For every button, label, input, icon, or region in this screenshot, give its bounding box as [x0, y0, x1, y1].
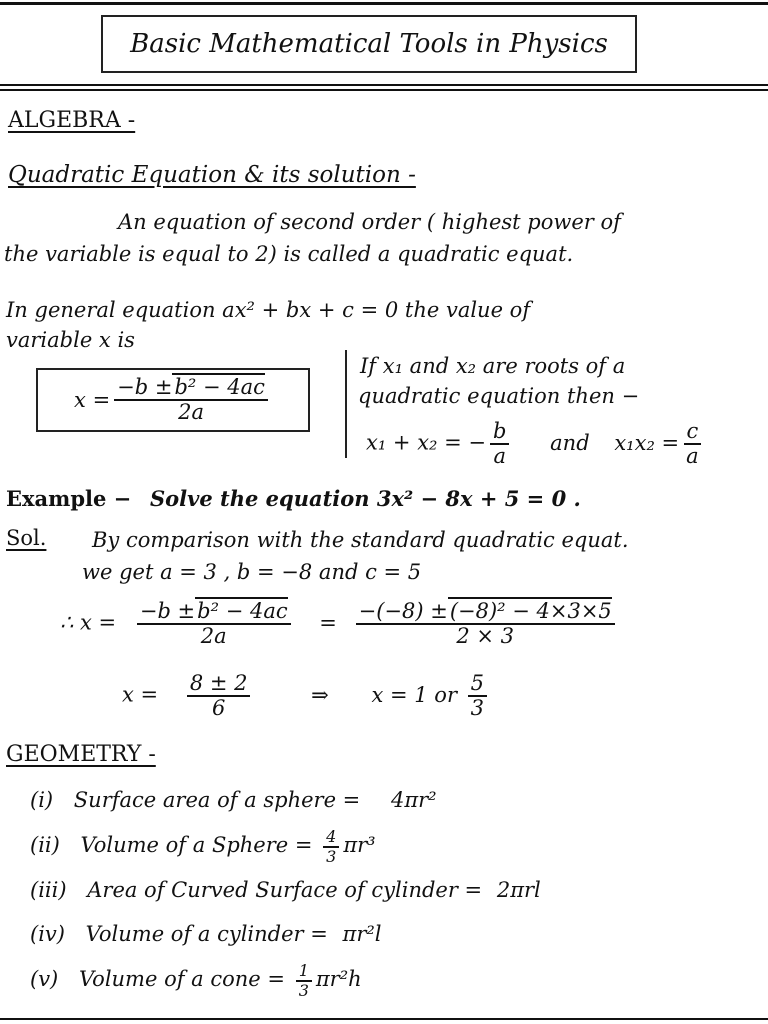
step1-num-sqrt: b² − 4ac — [197, 599, 288, 623]
solution-label: Sol. — [6, 526, 47, 550]
step2-num: 8 ± 2 — [187, 672, 251, 697]
roots-and: and — [550, 430, 590, 455]
geometry-item-formula: πr²h — [315, 967, 362, 992]
general-line-2: variable x is — [6, 328, 135, 352]
geometry-item-text: Surface area of a sphere = — [73, 788, 361, 812]
geometry-item — [30, 962, 362, 999]
geometry-item — [30, 788, 437, 812]
roots-line-2: quadratic equation then − — [358, 384, 640, 408]
algebra-heading: ALGEBRA - — [8, 108, 136, 133]
step2-result-fraction — [468, 672, 487, 720]
solution-step-1 — [60, 600, 619, 648]
roots-sum-den: a — [493, 444, 506, 469]
geometry-item-frac-num: 4 — [323, 828, 339, 848]
top-rule — [0, 2, 768, 5]
example-label: Example − — [6, 486, 132, 511]
geometry-item-frac-den: 3 — [298, 980, 309, 1000]
roots-sum-num: b — [490, 420, 509, 445]
formula-num-left: −b ± — [117, 374, 173, 399]
formula-fraction — [114, 376, 268, 424]
step1-num2-sqrt: (−8)² − 4×3×5 — [449, 599, 612, 623]
geometry-item-label: (iii) — [30, 878, 67, 902]
step2-res-den: 3 — [470, 696, 485, 721]
step2-implies: ⇒ — [311, 682, 329, 707]
geometry-item-label: (iv) — [30, 922, 65, 946]
divider-line — [345, 350, 347, 458]
geometry-item-text: Volume of a Sphere = — [80, 833, 313, 858]
header-rule-1 — [0, 84, 768, 86]
roots-relations — [366, 420, 706, 468]
step1-fraction — [137, 600, 291, 648]
step1-num2-left: −(−8) ± — [358, 599, 448, 623]
intro-line-1: An equation of second order ( highest power of — [118, 210, 621, 234]
solution-line-1: By comparison with the standard quadratic equat. — [92, 528, 629, 552]
geometry-item-text: Volume of a cone = — [78, 967, 285, 992]
roots-line-1: If x₁ and x₂ are roots of a — [360, 354, 626, 378]
geometry-item — [30, 828, 376, 865]
geometry-item-text: Area of Curved Surface of cylinder = — [87, 878, 483, 902]
geometry-item-formula: 4πr² — [390, 788, 437, 812]
step1-eq: = — [319, 610, 337, 635]
step1-prefix: ∴ x = — [60, 610, 117, 635]
roots-sum-lhs: x₁ + x₂ = − — [366, 430, 487, 455]
step2-res-num: 5 — [468, 672, 487, 697]
formula-lhs: x = — [74, 388, 111, 412]
roots-prod-num: c — [684, 420, 702, 445]
solution-line-2: we get a = 3 , b = −8 and c = 5 — [82, 560, 422, 584]
geometry-item-formula: πr²l — [342, 922, 382, 946]
step2-result: x = 1 or — [371, 682, 457, 707]
geometry-item-fraction — [323, 828, 339, 865]
geometry-heading: GEOMETRY - — [6, 742, 156, 767]
formula-num-sqrt: b² − 4ac — [174, 374, 265, 399]
quadratic-formula-box — [36, 368, 310, 432]
step2-prefix: x = — [122, 682, 159, 707]
step1-den-2: 2 × 3 — [456, 624, 515, 649]
geometry-item-label: (v) — [30, 967, 59, 992]
intro-line-2: the variable is equal to 2) is called a quadratic equat. — [4, 242, 574, 266]
geometry-item-frac-den: 3 — [326, 846, 337, 866]
geometry-item-text: Volume of a cylinder = — [85, 922, 328, 946]
geometry-item-fraction — [296, 962, 312, 999]
example-problem: Solve the equation 3x² − 8x + 5 = 0 . — [150, 486, 581, 511]
title-box — [101, 15, 637, 73]
quadratic-subheading: Quadratic Equation & its solution - — [8, 162, 416, 188]
geometry-item — [30, 878, 541, 902]
general-line-1: In general equation ax² + bx + c = 0 the value of — [6, 298, 531, 322]
solution-step-2 — [122, 672, 491, 720]
step2-den: 6 — [211, 696, 226, 721]
bottom-rule — [0, 1018, 768, 1020]
step2-fraction — [187, 672, 251, 720]
header-rule-2 — [0, 89, 768, 91]
formula-den: 2a — [178, 400, 204, 424]
roots-prod-fraction — [683, 420, 702, 468]
geometry-item — [30, 922, 382, 946]
geometry-item-label: (ii) — [30, 833, 60, 858]
roots-sum-fraction — [490, 420, 509, 468]
roots-prod-lhs: x₁x₂ = — [614, 430, 680, 455]
step1-num-left: −b ± — [139, 599, 196, 623]
geometry-item-formula: πr³ — [343, 833, 376, 858]
geometry-item-frac-num: 1 — [296, 962, 312, 982]
step1-fraction-2 — [356, 600, 615, 648]
geometry-item-label: (i) — [30, 788, 54, 812]
geometry-item-formula: 2πrl — [496, 878, 541, 902]
page-title: Basic Mathematical Tools in Physics — [130, 29, 608, 59]
roots-prod-den: a — [686, 444, 699, 469]
step1-den: 2a — [200, 624, 227, 649]
